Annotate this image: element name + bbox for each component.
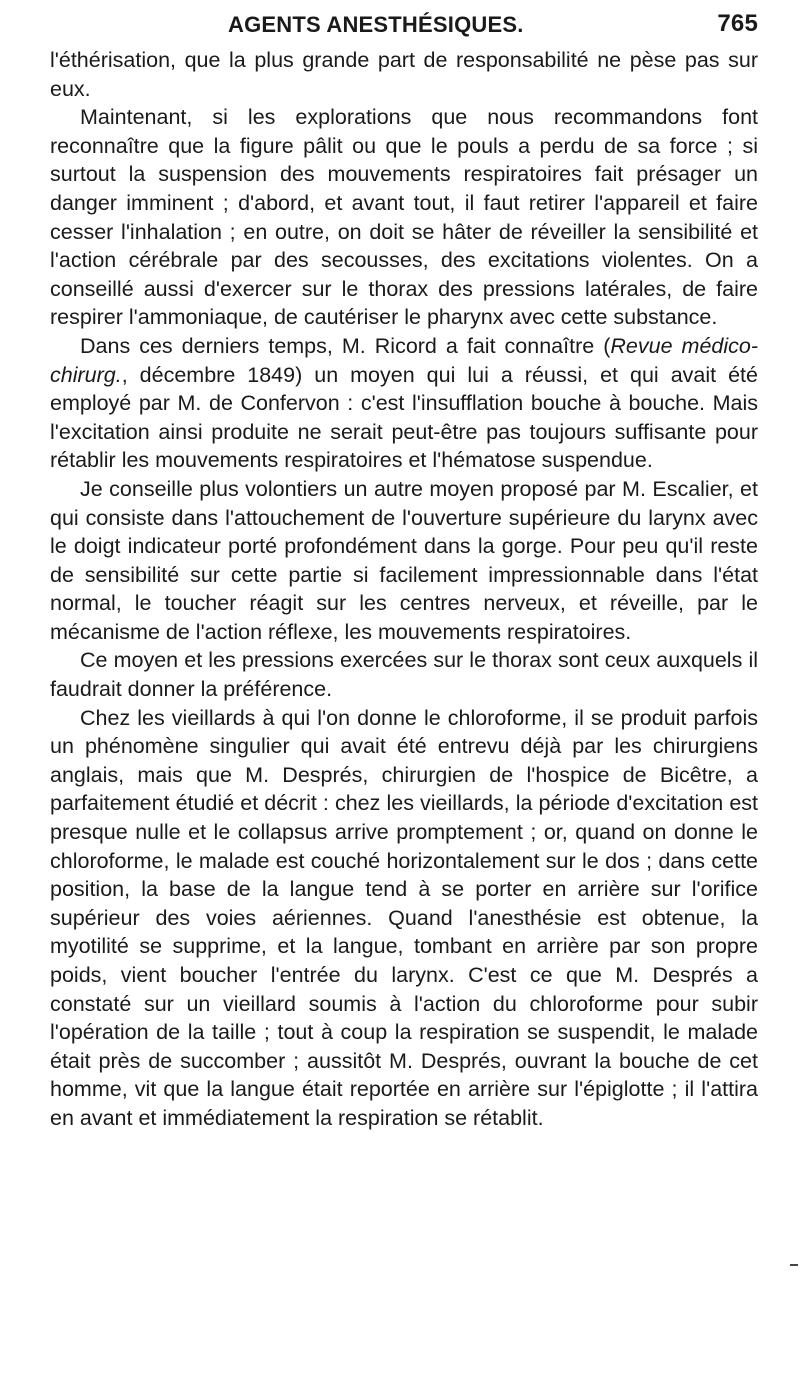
body-text (50, 46, 758, 1133)
paragraph-escalier-method: Je conseille plus volontiers un autre moyen proposé par M. Escalier, et qui consiste dans l'attouchement de l'ouverture supérieure du larynx avec le doigt indicateur porté profondément dans la gorge. Pour peu qu'il reste de sensibilité sur cette partie si facilement impressionnable dans l'état normal, le toucher réagit sur les centres nerveux, et réveille, par le mécanisme de l'action réflexe, les mouvements respiratoires. (50, 476, 758, 644)
paragraph-ricord-text-start: Dans ces derniers temps, M. Ricord a fait connaître ( (80, 333, 611, 358)
running-header (50, 8, 758, 46)
paragraph-elderly-patients: Chez les vieillards à qui l'on donne le chloroforme, il se produit parfois un phénomène singulier qui avait été entrevu déjà par les chirurgiens anglais, mais que M. Després, chirurgien de l'hospice de Bicêtre, a parfaitement étudié et décrit : chez les vieillards, la période d'excitation est presque nulle et le collapsus arrive promptement ; or, quand on donne le chloroforme, le malade est couché horizontalement sur le dos ; dans cette position, la base de la langue tend à se porter en arrière sur l'orifice supérieur des voies aériennes. Quand l'anesthésie est obtenue, la myotilité se supprime, et la langue, tombant en arrière par son propre poids, vient boucher l'entrée du larynx. C'est ce que M. Després a constaté sur un vieillard soumis à l'action du chloroforme pour subir l'opération de la taille ; tout à coup la respiration se suspendit, le malade était près de succomber ; aussitôt M. Després, ouvrant la bouche de cet homme, vit que la langue était reportée en arrière sur l'épiglotte ; il l'attira en avant et immédiatement la respiration se rétablit. (50, 705, 758, 1130)
paragraph-ricord-text-end: , décembre 1849) un moyen qui lui a réussi, et qui avait été employé par M. de Confervon : c'est l'insufflation bouche à bouche. Mais l'excitation ainsi produite ne serait peut-être pas toujours suffisante pour rétablir les mouvements respiratoires et l'hématose suspendue. (50, 362, 758, 473)
paragraph-emergency-measures: Maintenant, si les explorations que nous recommandons font reconnaître que la figure pâlit ou que le pouls a perdu de sa force ; si surtout la suspension des mouvements respiratoires fait présager un danger imminent ; d'abord, et avant tout, il faut retirer l'appareil et faire cesser l'inhalation ; en outre, on doit se hâter de réveiller la sensibilité et l'action cérébrale par des secousses, des excitations violentes. On a conseillé aussi d'exercer sur le thorax des pressions latérales, de faire respirer l'ammoniaque, de cautériser le pharynx avec cette substance. (50, 105, 758, 330)
paragraph-continuation: l'éthérisation, que la plus grande part de responsabilité ne pèse pas sur eux. (50, 48, 758, 101)
running-title: AGENTS ANESTHÉSIQUES. (228, 12, 524, 37)
paragraph-preference: Ce moyen et les pressions exercées sur le thorax sont ceux auxquels il faudrait donner la préférence. (50, 648, 758, 702)
page-edge-mark (790, 1264, 798, 1266)
paragraph-ricord-method (50, 332, 758, 475)
journal-citation: Revue médico-chirurg. (50, 333, 758, 387)
page-number: 765 (717, 10, 758, 37)
